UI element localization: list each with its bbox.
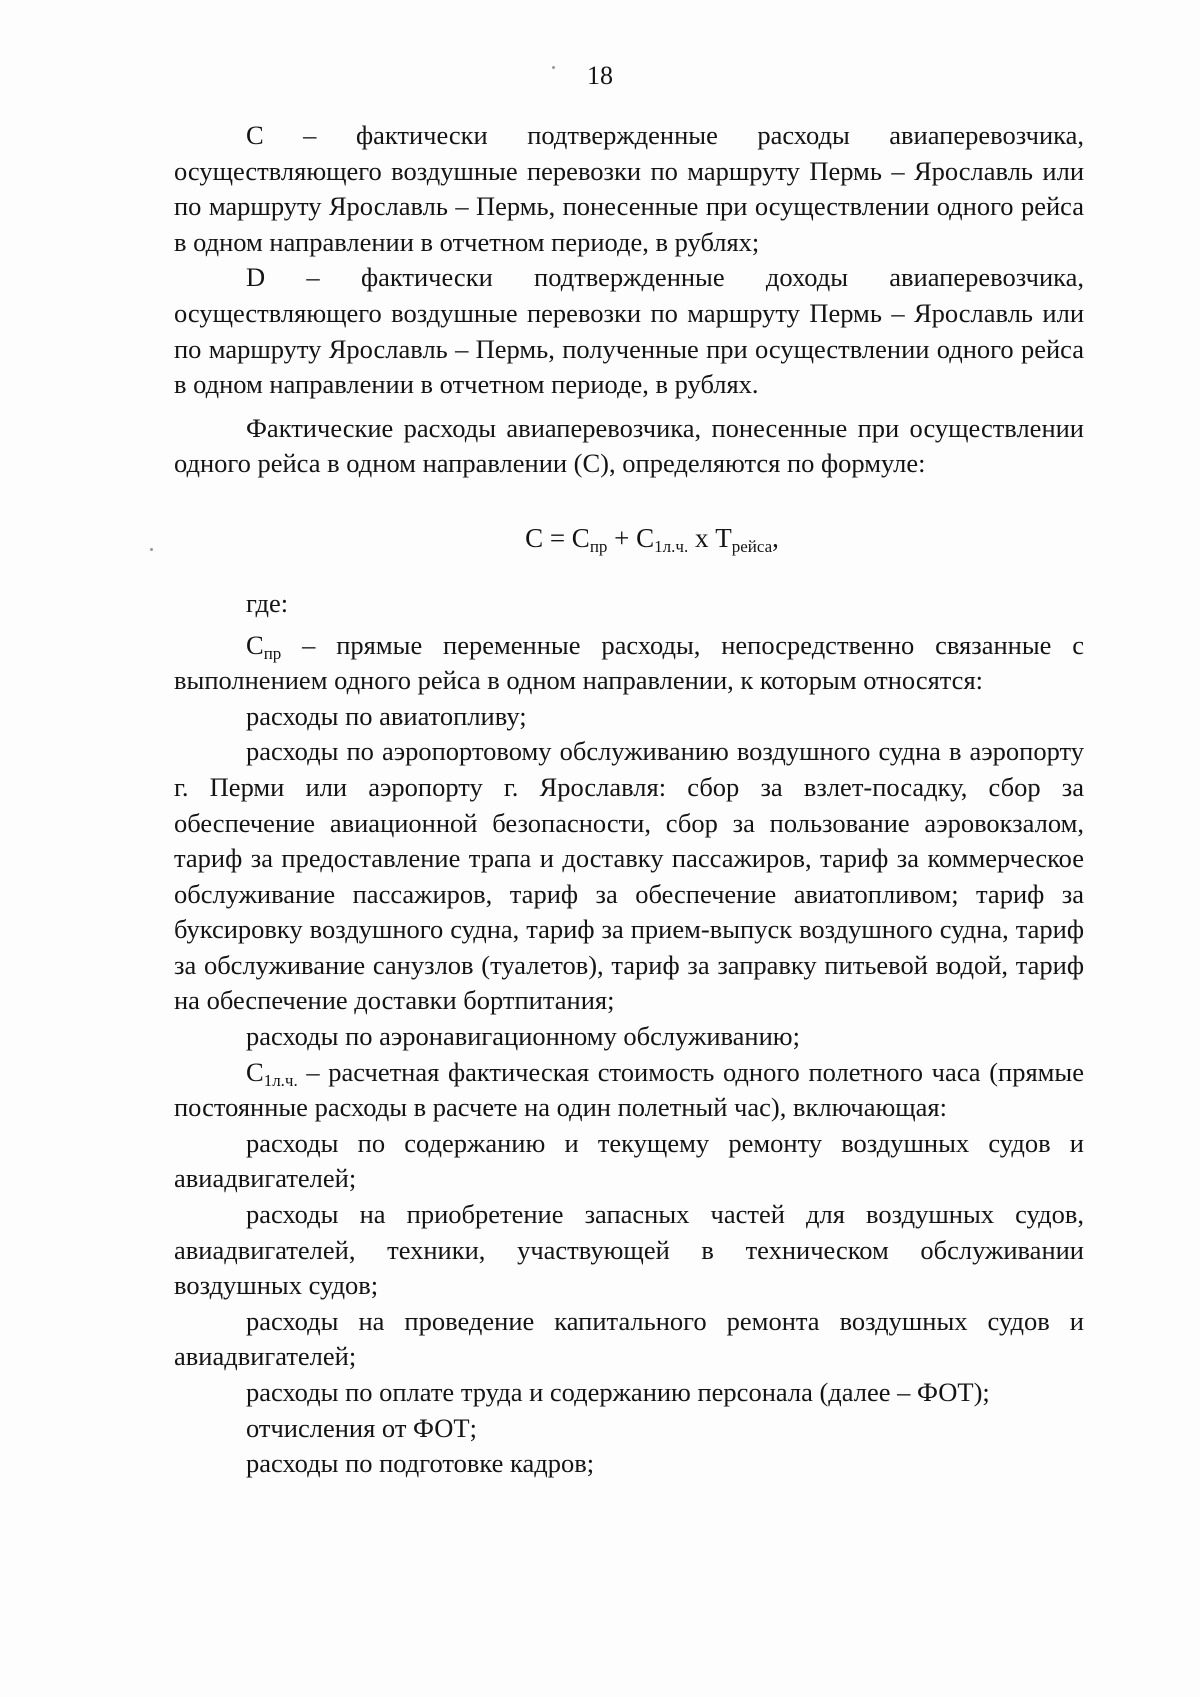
paragraph-fuel-costs: расходы по авиатопливу; <box>246 700 527 731</box>
c-lch-symbol: С <box>246 1056 264 1087</box>
paragraph-spare-parts-costs: расходы на приобретение запасных частей для воздушных судов, авиадвигателей, техники, участвующей в техническом обслуживании воздушных судов; <box>174 1199 1084 1301</box>
paragraph-c-pr-definition <box>174 628 1084 699</box>
formula-sub-pr: пр <box>589 536 608 556</box>
c-pr-text: – прямые переменные расходы, непосредственно связанные с выполнением одного рейса в одном направлении, к которым относятся: <box>174 629 1084 696</box>
paragraph-training-costs: расходы по подготовке кадров; <box>246 1448 595 1479</box>
cost-formula <box>174 518 1084 558</box>
paragraph-payroll-deductions: отчисления от ФОТ; <box>246 1412 477 1443</box>
paragraph-c-definition: C – фактически подтвержденные расходы авиаперевозчика, осуществляющего воздушные перевозки по маршруту Пермь – Ярославль или по маршруту Ярославль – Пермь, понесенные при осуществлении одного рейса в одном направлении в отчетном периоде, в рублях; <box>174 120 1084 257</box>
paragraph-maintenance-costs: расходы по содержанию и текущему ремонту воздушных судов и авиадвигателей; <box>174 1127 1084 1194</box>
formula-plus-part: + С <box>607 522 655 553</box>
c-pr-symbol: С <box>246 629 264 660</box>
page-number: 18 <box>587 61 613 90</box>
formula-sub-lch: 1л.ч. <box>654 536 689 556</box>
formula-c-part: С = С <box>525 522 590 553</box>
paragraph-air-navigation-costs: расходы по аэронавигационному обслуживанию; <box>246 1021 800 1052</box>
document-body <box>174 118 1084 1482</box>
paragraph-actual-costs-intro: Фактические расходы авиаперевозчика, понесенные при осуществлении одного рейса в одном направлении (С), определяются по формуле: <box>174 412 1084 479</box>
formula-sub-reisa: рейса <box>731 536 773 556</box>
c-pr-subscript: пр <box>263 643 282 663</box>
formula-comma: , <box>772 522 779 553</box>
scan-speck <box>150 548 153 551</box>
c-lch-subscript: 1л.ч. <box>263 1070 298 1090</box>
paragraph-c-lch-definition <box>174 1055 1084 1126</box>
paragraph-d-definition: D – фактически подтвержденные доходы авиаперевозчика, осуществляющего воздушные перевозки по маршруту Пермь – Ярославль или по маршруту Ярославль – Пермь, полученные при осуществлении одного рейса в одном направлении в отчетном периоде, в рублях. <box>174 262 1084 400</box>
where-label: где: <box>246 587 289 618</box>
c-lch-text: – расчетная фактическая стоимость одного полетного часа (прямые постоянные расходы в расчете на один полетный час), включающая: <box>174 1056 1084 1123</box>
paragraph-payroll-costs: расходы по оплате труда и содержанию персонала (далее – ФОТ); <box>246 1377 990 1407</box>
formula-times-part: х Т <box>688 522 732 553</box>
paragraph-airport-service-costs: расходы по аэропортовому обслуживанию воздушного судна в аэропорту г. Перми или аэропорту г. Ярославля: сбор за взлет-посадку, сбор за обеспечение авиационной безопасности, сбор за пользование аэровокзалом, тариф за предоставление трапа и доставку пассажиров, тариф за коммерческое обслуживание пассажиров, тариф за обеспечение авиатопливом; тариф за буксировку воздушного судна, тариф за прием-выпуск воздушного судна, тариф за обслуживание санузлов (туалетов), тариф за заправку питьевой водой, тариф на обеспечение доставки бортпитания; <box>174 736 1084 1016</box>
paragraph-overhaul-costs: расходы на проведение капитального ремонта воздушных судов и авиадвигателей; <box>174 1305 1084 1372</box>
